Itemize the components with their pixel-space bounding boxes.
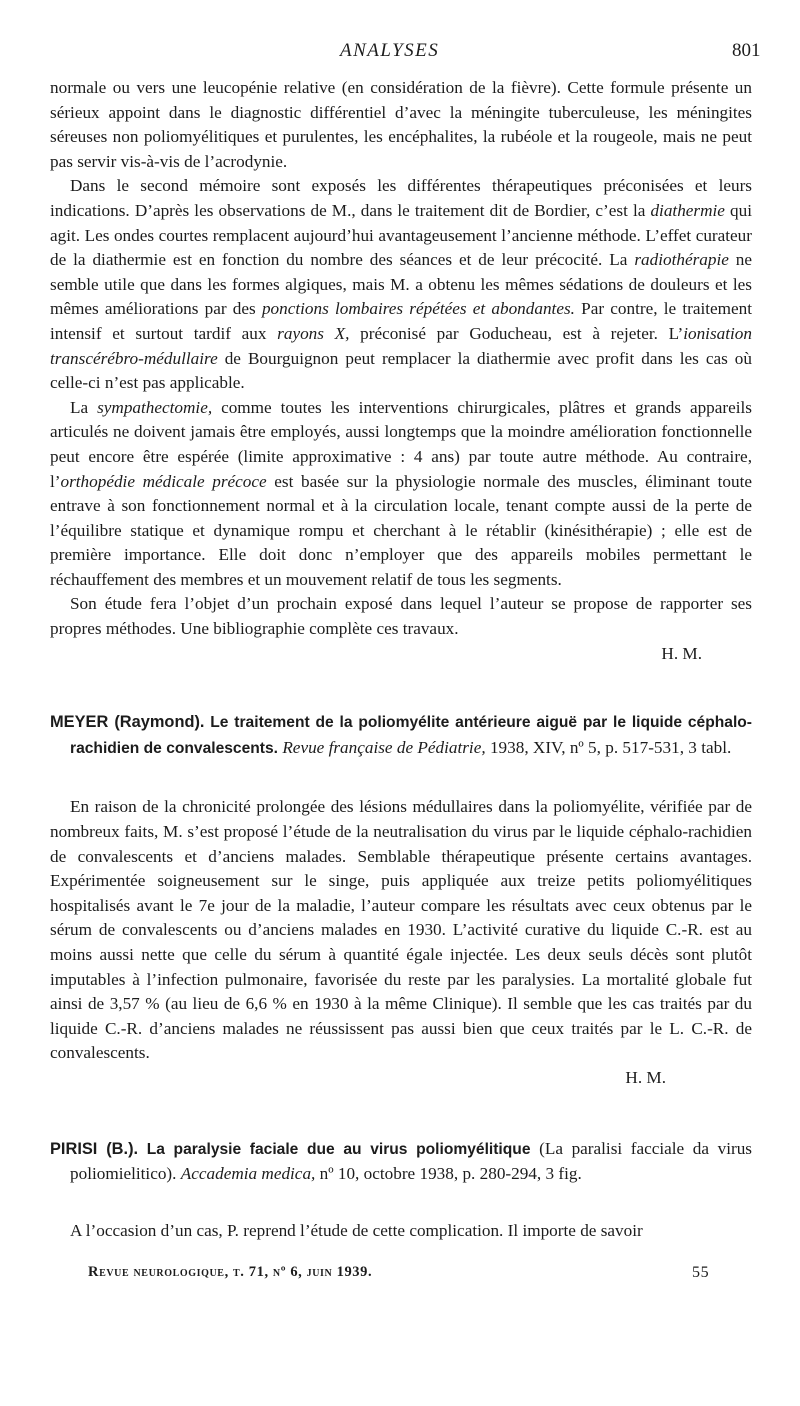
spacer — [50, 1091, 752, 1137]
paragraph-pirisi-start: A l’occasion d’un cas, P. reprend l’étude de cette complication. Il importe de savoir — [70, 1220, 643, 1240]
text-run: est basée sur la physiologie normale des muscles, éliminant toute entrave à son fonctionnement normal et à la circulation locale, tenant compte aussi de la perte de l’équilibre statique et dynamique rompu et cherchant à le rétablir (kinésithérapie) ; elle est de première importance. Elle doit donc n’employer que des appareils mobiles permettant le réchauffement des membres et un mouvement relatif de tous les segments. — [50, 471, 752, 589]
italic-term: diathermie — [650, 200, 725, 220]
page-number: 801 — [732, 40, 761, 61]
paragraph-continuation: normale ou vers une leucopénie relative (en considération de la fièvre). Cette formule présente un sérieux appoint dans le diagnostic différentiel d’avec la méningite tuberculeuse, les méningites séreuses non poliomyélitiques et purulentes, les encéphalites, la rubéole et la rougeole, mais ne peut pas servir vis-à-vis de l’acrodynie. — [50, 78, 752, 171]
entry-title: La paralysie faciale due au virus poliomyélitique — [146, 1140, 531, 1158]
paragraph-sympathectomy — [50, 396, 752, 593]
text-run: de Bourguignon peut remplacer la diathermie avec profit dans les cas où celle-ci n’est pas applicable. — [50, 348, 752, 393]
text-run: La — [70, 397, 98, 417]
entry-journal: Accademia medica, — [180, 1164, 316, 1184]
paragraph-conclusion: Son étude fera l’objet d’un prochain exposé dans lequel l’auteur se propose de rapporter ses propres méthodes. Une bibliographie complète ces travaux. — [50, 594, 752, 639]
italic-term: radiothérapie — [634, 250, 729, 270]
italic-term: orthopédie médicale précoce — [60, 471, 267, 491]
entry-journal: Revue française de Pédiatrie, — [282, 737, 486, 757]
page-footer — [88, 1264, 708, 1281]
paragraph-meyer-summary: En raison de la chronicité prolongée des lésions médullaires dans la poliomyélite, vérifiée par de nombreux faits, M. s’est proposé l’étude de la neutralisation du virus par le liquide céphalo-rachidien de convalescents et d’anciens malades. Semblable thérapeutique présente certains avantages. Expérimentée soigneusement sur le singe, puis appliquée aux treize petits poliomyélitiques hospitalisés avant le 7e jour de la maladie, l’auteur compare les résultats avec ceux obtenus par le sérum de convalescents ou d’anciens malades en 1930. L’activité curative du liquide C.-R. est au moins aussi nette que celle du sérum à quantité égale injectée. Les deux seuls décès sont plutôt imputables à l’infection pulmonaire, favorisée du reste par les paralysies. La mortalité globale fut ainsi de 3,57 % (au lieu de 6,6 % en 1930 à la même Clinique). Il semble que les cas traités par du liquide C.-R. d’anciens malades ne réussissent pas aussi bien que ceux traités par le L. C.-R. de convalescents. — [50, 797, 752, 1063]
spacer — [50, 1187, 752, 1219]
entry-title: Le traitement de la poliomyélite antérieure aiguë par le liquide céphalo-rachidien de convalescents. — [70, 714, 752, 757]
footer-journal: Revue neurologique, t. 71, nº 6, juin 1939. — [88, 1264, 373, 1280]
paragraph-therapeutics — [50, 174, 752, 395]
italic-term: rayons X, — [277, 323, 350, 343]
text-run: qui agit. Les ondes courtes remplacent aujourd’hui avantageusement l’ancienne méthode. L’effet curateur de la diathermie est en fonction du nombre des séances et de leur précocité. La — [50, 200, 752, 270]
entry-reference: 1938, XIV, nº 5, p. 517-531, 3 tabl. — [485, 737, 732, 757]
running-header — [0, 40, 800, 70]
entry-author: PIRISI (B.). — [50, 1139, 139, 1158]
bibliographic-entry-pirisi — [50, 1137, 752, 1187]
entry-reference: nº 10, octobre 1938, p. 280-294, 3 fig. — [315, 1164, 582, 1184]
signature: H. M. — [661, 643, 702, 663]
text-run: Dans le second mémoire sont exposés les différentes thérapeutiques préconisées et leurs indications. D’après les observations de M., dans le traitement dit de Bordier, c’est la — [50, 176, 752, 220]
spacer — [50, 666, 752, 710]
text-run: ne semble utile que dans les formes algiques, mais M. a obtenu les mêmes sédations de douleurs et les mêmes améliorations par des — [50, 250, 752, 319]
text-run: préconisé par Goducheau, est à rejeter. L’ — [349, 323, 684, 343]
italic-term: ponctions lombaires répétées et abondantes. — [261, 299, 575, 319]
bibliographic-entry-meyer — [50, 710, 752, 761]
running-title: ANALYSES — [340, 40, 440, 61]
footer-page-number: 55 — [692, 1264, 710, 1281]
signature: H. M. — [625, 1067, 666, 1087]
italic-term: sympathectomie, — [97, 397, 213, 417]
text-run: comme toutes les interventions chirurgicales, plâtres et grands appareils articulés ne doivent jamais être employés, aussi longtemps que la moindre amélioration fonctionnelle peut encore être espérée (limite approximative : 4 ans) par toute autre méthode. Au contraire, l’ — [50, 397, 752, 491]
entry-author: MEYER (Raymond). — [50, 713, 205, 732]
italic-term: ionisation transcérébro-médullaire — [50, 323, 752, 368]
body-column — [50, 76, 752, 1243]
spacer — [50, 761, 752, 795]
entry-translation: (La paralisi facciale da virus poliomielitico). — [70, 1138, 752, 1184]
text-run: Par contre, le traitement intensif et surtout tardif aux — [50, 299, 752, 343]
